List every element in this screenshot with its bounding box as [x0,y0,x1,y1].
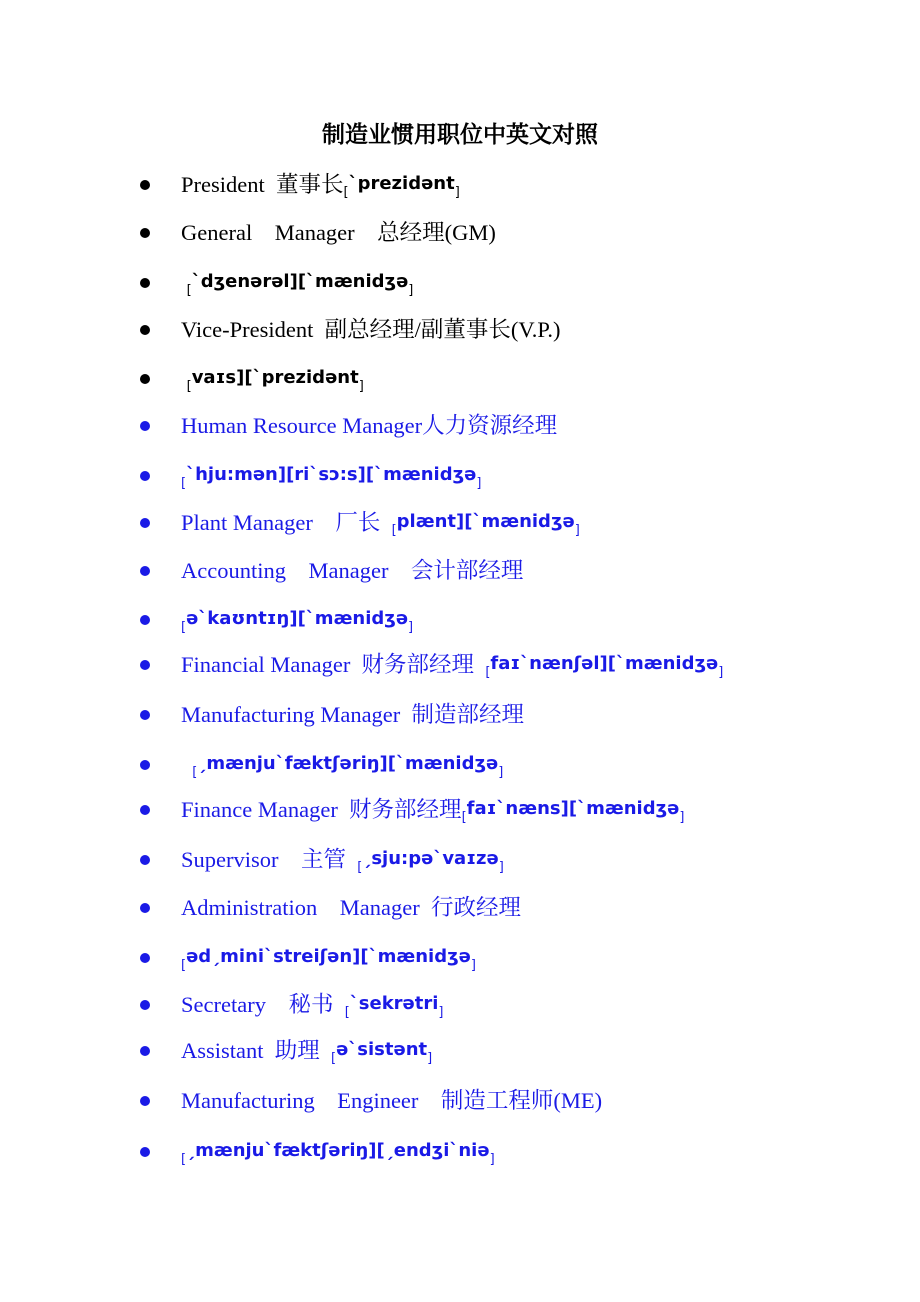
bracket-open: [ [181,476,187,491]
list-item [0,748,920,782]
bracket-close: ] [438,1005,444,1020]
bullet-icon [140,421,150,431]
phonetic: `prezidənt [348,173,455,194]
bracket-close: ] [498,765,504,780]
bullet-icon [140,1046,150,1056]
bracket-close: ] [498,860,504,875]
entry-text [181,988,444,1026]
bullet-icon [140,760,150,770]
bracket-open: [ [181,1152,187,1167]
bullet-icon [140,615,150,625]
list-item [0,266,920,300]
phonetic: ədˏmini`streiʃən][`mænidʒə [186,946,471,967]
bullet-icon [140,180,150,190]
entry-text [181,793,684,831]
bracket-open: [ [186,379,192,394]
bracket-open: [ [357,860,363,875]
bullet-icon [140,566,150,576]
list-item [0,1084,920,1118]
bracket-open: [ [192,765,198,780]
bullet-icon [140,855,150,865]
list-item [0,843,920,877]
bracket-close: ] [408,283,414,298]
bullet-icon [140,710,150,720]
entry-label: President 董事长 [181,172,344,197]
entry-label: General Manager 总经理(GM) [181,220,496,245]
phonetic: faɪ`nænʃəl][`mænidʒə [490,653,719,674]
bullet-icon [140,953,150,963]
list-item [0,603,920,637]
bracket-open: [ [391,523,397,538]
bullet-icon [140,278,150,288]
list-item [0,648,920,682]
bracket-open: [ [186,283,192,298]
entry-label: Vice-President 副总经理/副董事长(V.P.) [181,317,561,342]
entry-text [181,1135,495,1173]
phonetic: plænt][`mænidʒə [396,511,575,532]
entry-text [181,1084,602,1118]
list-item [0,1034,920,1068]
bullet-icon [140,374,150,384]
list-item [0,362,920,396]
phonetic: `dʒenərəl][`mænidʒə [191,271,409,292]
bracket-close: ] [476,476,482,491]
bullet-icon [140,1000,150,1010]
phonetic: ˏsju:pə`vaɪzə [362,848,499,869]
bullet-icon [140,1096,150,1106]
bracket-close: ] [454,185,460,200]
phonetic: `sekrətri [349,993,439,1014]
entry-text [181,409,557,443]
bullet-icon [140,471,150,481]
phonetic: ˏmænju`fæktʃəriŋ][`mænidʒə [197,753,499,774]
bracket-open: [ [331,1051,337,1066]
list-item [0,793,920,827]
entry-label: Finance Manager 财务部经理 [181,797,462,822]
entry-label: Assistant 助理 [181,1038,332,1063]
bracket-open: [ [181,958,187,973]
list-item [0,216,920,250]
entry-label: Manufacturing Manager 制造部经理 [181,702,525,727]
phonetic: ə`sistənt [336,1039,428,1060]
bracket-open: [ [461,810,467,825]
bracket-open: [ [343,185,349,200]
phonetic: vaɪs][`prezidənt [191,367,359,388]
bracket-close: ] [470,958,476,973]
entry-label: Human Resource Manager人力资源经理 [181,413,558,438]
entry-text [181,648,723,686]
bullet-icon [140,228,150,238]
entry-label: Financial Manager 财务部经理 [181,652,486,677]
list-item [0,459,920,493]
entry-text [181,216,496,250]
entry-text [181,313,560,347]
phonetic: `hju:mən][ri`sɔ:s][`mænidʒə [186,464,477,485]
entry-text [181,891,521,925]
bracket-close: ] [574,523,580,538]
bullet-icon [140,903,150,913]
list-item [0,506,920,540]
entry-label: Accounting Manager 会计部经理 [181,558,524,583]
bullet-icon [140,1147,150,1157]
list-item [0,554,920,588]
entry-text [181,603,413,641]
bracket-close: ] [718,665,724,680]
entry-label [181,270,187,295]
phonetic: faɪ`næns][`mænidʒə [466,798,680,819]
bracket-open: [ [181,620,187,635]
bracket-close: ] [358,379,364,394]
entry-text [181,554,523,588]
list-item [0,698,920,732]
bullet-icon [140,518,150,528]
list-item [0,988,920,1022]
entry-text [181,168,460,206]
bracket-close: ] [427,1051,433,1066]
bracket-close: ] [489,1152,495,1167]
entry-text [181,506,580,544]
entry-label: Manufacturing Engineer 制造工程师(ME) [181,1088,603,1113]
bracket-close: ] [679,810,685,825]
bullet-icon [140,660,150,670]
entry-label: Supervisor 主管 [181,847,358,872]
entry-text [181,843,504,881]
entry-text [181,941,476,979]
list-item [0,1135,920,1169]
entry-text [181,1034,432,1072]
bullet-icon [140,805,150,815]
list-item [0,409,920,443]
bracket-open: [ [344,1005,350,1020]
entry-label [181,752,192,777]
entry-text [181,698,524,732]
entry-text [181,459,481,497]
entry-label: Secretary 秘书 [181,992,345,1017]
entry-label: Administration Manager 行政经理 [181,895,521,920]
entry-text [181,266,413,304]
bracket-close: ] [408,620,414,635]
list-item [0,168,920,202]
list-item [0,941,920,975]
entry-label: Plant Manager 厂长 [181,510,392,535]
entry-text [181,362,364,400]
list-item [0,891,920,925]
page-title: 制造业惯用职位中英文对照 [322,122,598,148]
bullet-icon [140,325,150,335]
entry-label [181,366,187,391]
phonetic: ə`kaʊntɪŋ][`mænidʒə [186,608,409,629]
entry-text [181,748,503,786]
bracket-open: [ [485,665,491,680]
list-item [0,313,920,347]
phonetic: ˏmænju`fæktʃəriŋ][ˏendʒi`niə [186,1140,490,1161]
